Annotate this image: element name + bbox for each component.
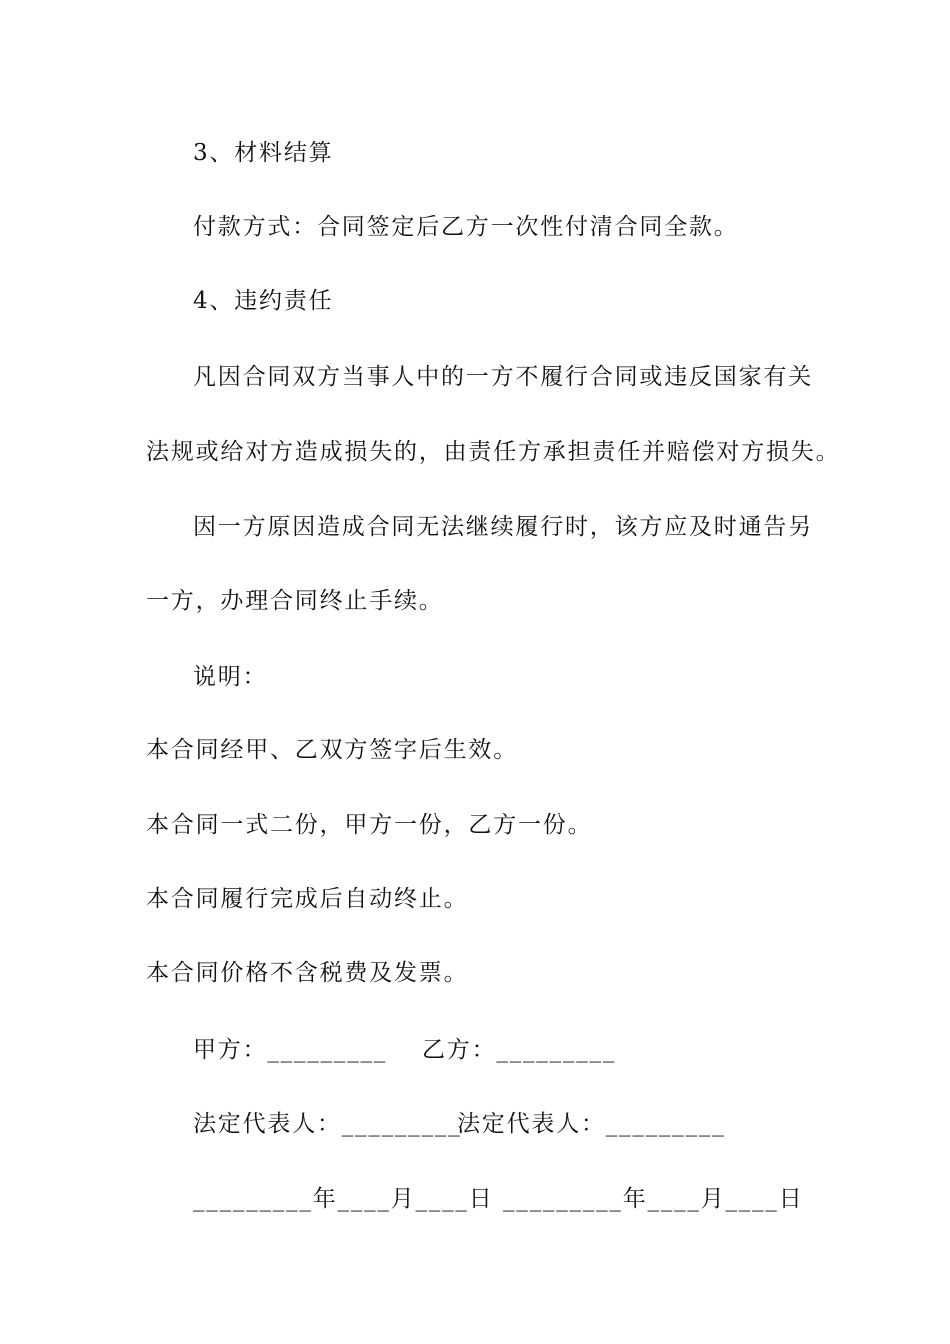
- party-a-representative: 法定代表人：_________: [193, 1111, 462, 1137]
- party-a-date: _________年____月____日: [193, 1186, 494, 1212]
- note-1: 本合同经甲、乙双方签字后生效。: [146, 737, 518, 763]
- payment-method-text: 付款方式：合同签定后乙方一次性付清合同全款。: [193, 214, 739, 240]
- party-a-signature: 甲方：_________: [193, 1037, 388, 1063]
- note-2: 本合同一式二份，甲方一份，乙方一份。: [146, 812, 593, 838]
- section-3-heading: 3、材料结算: [193, 140, 334, 166]
- party-b-signature: 乙方：_________: [422, 1037, 617, 1063]
- breach-paragraph-2-line-1: 因一方原因造成合同无法继续履行时，该方应及时通告另: [193, 514, 813, 540]
- note-4: 本合同价格不含税费及发票。: [146, 960, 469, 986]
- note-3: 本合同履行完成后自动终止。: [146, 886, 469, 912]
- section-4-heading: 4、违约责任: [193, 288, 334, 314]
- party-b-representative: 法定代表人：_________: [457, 1111, 726, 1137]
- breach-paragraph-2-line-2: 一方，办理合同终止手续。: [146, 588, 444, 614]
- notes-heading: 说明：: [193, 664, 268, 690]
- breach-paragraph-1-line-1: 凡因合同双方当事人中的一方不履行合同或违反国家有关: [193, 364, 813, 390]
- breach-paragraph-1-line-2: 法规或给对方造成损失的，由责任方承担责任并赔偿对方损失。: [146, 439, 841, 465]
- party-b-date: _________年____月____日: [503, 1186, 804, 1212]
